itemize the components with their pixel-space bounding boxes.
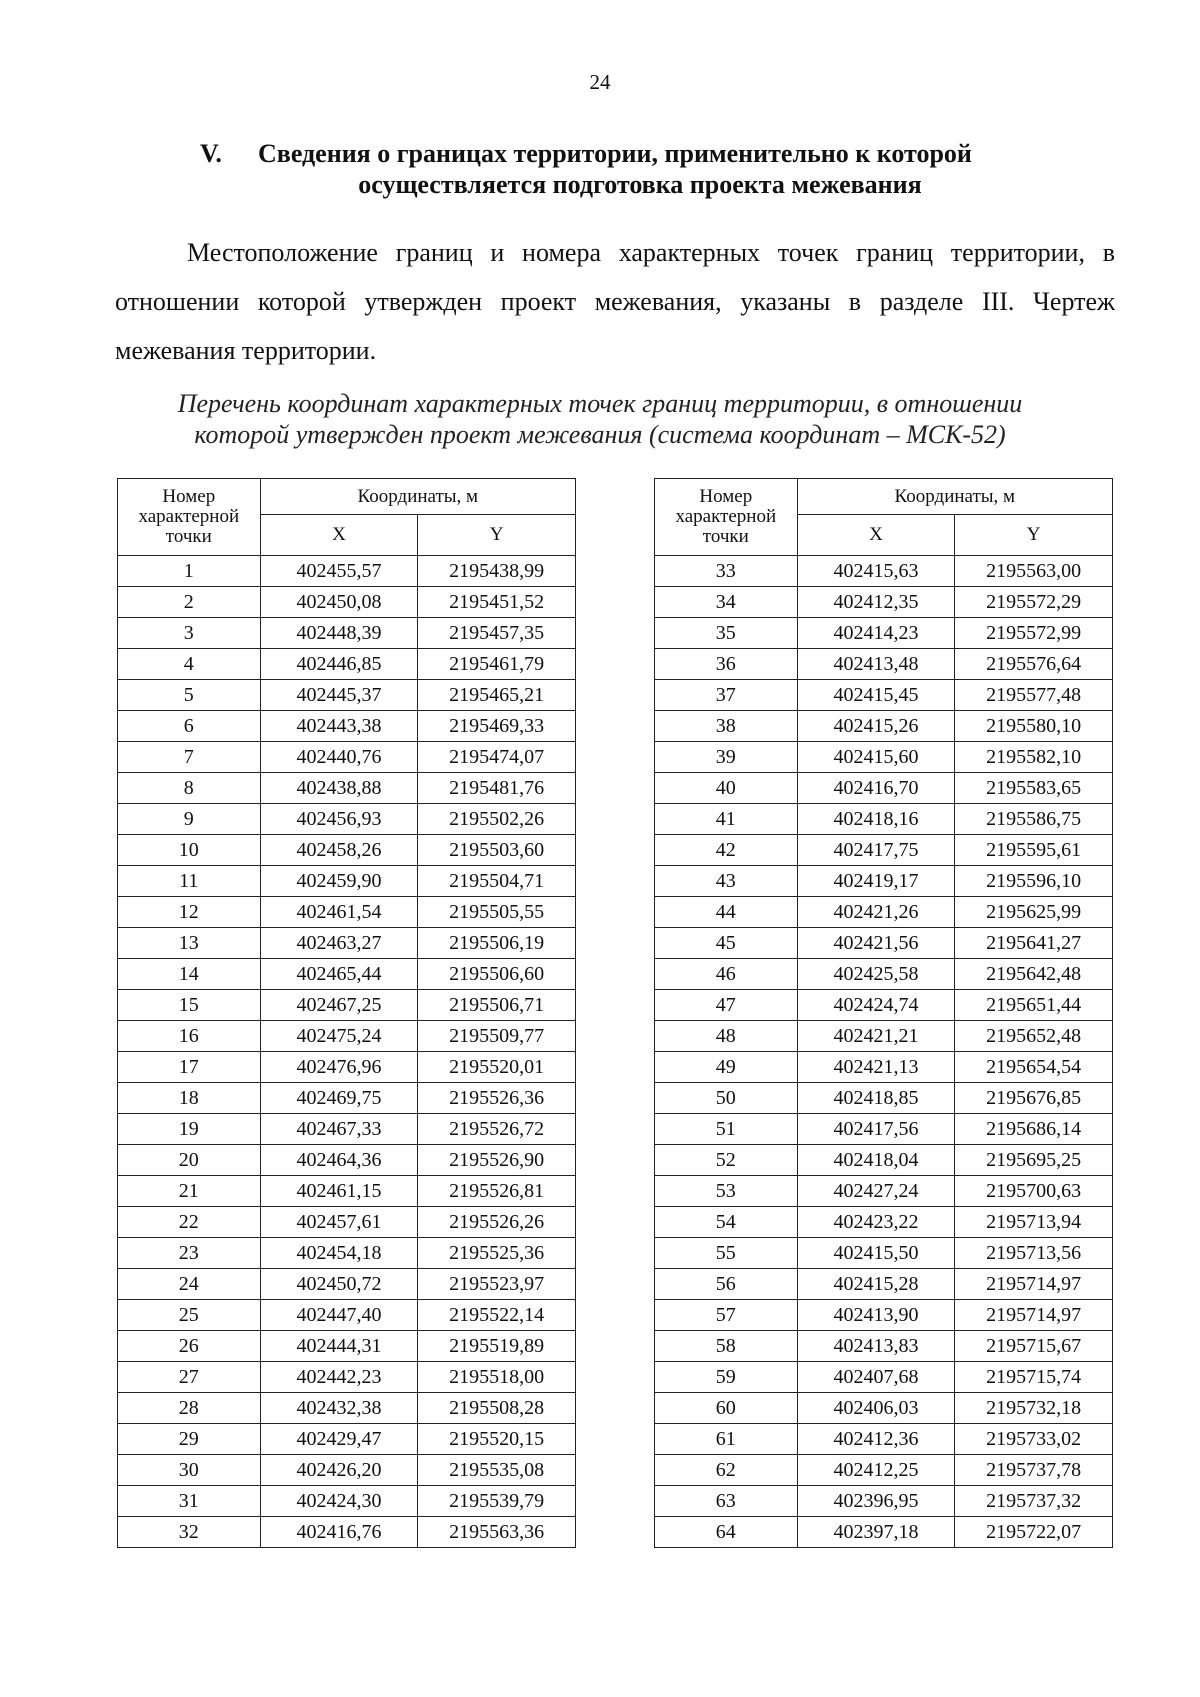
point-number-cell: 24 xyxy=(118,1269,261,1300)
header-x: X xyxy=(260,515,418,556)
point-number-cell: 30 xyxy=(118,1455,261,1486)
y-coordinate-cell: 2195714,97 xyxy=(955,1269,1113,1300)
table-row xyxy=(655,1052,1113,1083)
y-coordinate-cell: 2195461,79 xyxy=(418,649,576,680)
point-number-cell: 13 xyxy=(118,928,261,959)
point-number-cell: 15 xyxy=(118,990,261,1021)
table-row xyxy=(118,1393,576,1424)
table-row xyxy=(655,1145,1113,1176)
point-number-cell: 44 xyxy=(655,897,798,928)
y-coordinate-cell: 2195595,61 xyxy=(955,835,1113,866)
point-number-cell: 61 xyxy=(655,1424,798,1455)
y-coordinate-cell: 2195580,10 xyxy=(955,711,1113,742)
point-number-cell: 12 xyxy=(118,897,261,928)
x-coordinate-cell: 402448,39 xyxy=(260,618,418,649)
x-coordinate-cell: 402425,58 xyxy=(797,959,955,990)
table-row xyxy=(118,1517,576,1548)
x-coordinate-cell: 402413,83 xyxy=(797,1331,955,1362)
point-number-cell: 60 xyxy=(655,1393,798,1424)
table-row xyxy=(655,680,1113,711)
point-number-cell: 11 xyxy=(118,866,261,897)
table-row xyxy=(655,897,1113,928)
header-point-number: Номер характерной точки xyxy=(118,479,261,556)
table-row xyxy=(118,835,576,866)
y-coordinate-cell: 2195715,74 xyxy=(955,1362,1113,1393)
table-row xyxy=(118,1300,576,1331)
point-number-cell: 16 xyxy=(118,1021,261,1052)
point-number-cell: 51 xyxy=(655,1114,798,1145)
y-coordinate-cell: 2195474,07 xyxy=(418,742,576,773)
table-row xyxy=(655,1331,1113,1362)
y-coordinate-cell: 2195520,15 xyxy=(418,1424,576,1455)
table-row xyxy=(118,804,576,835)
table-row xyxy=(655,1486,1113,1517)
point-number-cell: 22 xyxy=(118,1207,261,1238)
y-coordinate-cell: 2195652,48 xyxy=(955,1021,1113,1052)
x-coordinate-cell: 402427,24 xyxy=(797,1176,955,1207)
point-number-cell: 56 xyxy=(655,1269,798,1300)
x-coordinate-cell: 402450,72 xyxy=(260,1269,418,1300)
x-coordinate-cell: 402463,27 xyxy=(260,928,418,959)
point-number-cell: 35 xyxy=(655,618,798,649)
table-row xyxy=(118,773,576,804)
x-coordinate-cell: 402414,23 xyxy=(797,618,955,649)
y-coordinate-cell: 2195737,78 xyxy=(955,1455,1113,1486)
point-number-cell: 50 xyxy=(655,1083,798,1114)
x-coordinate-cell: 402418,16 xyxy=(797,804,955,835)
y-coordinate-cell: 2195526,90 xyxy=(418,1145,576,1176)
table-row xyxy=(655,1517,1113,1548)
point-number-cell: 45 xyxy=(655,928,798,959)
table-row xyxy=(118,1114,576,1145)
y-coordinate-cell: 2195503,60 xyxy=(418,835,576,866)
y-coordinate-cell: 2195686,14 xyxy=(955,1114,1113,1145)
y-coordinate-cell: 2195457,35 xyxy=(418,618,576,649)
x-coordinate-cell: 402416,76 xyxy=(260,1517,418,1548)
y-coordinate-cell: 2195518,00 xyxy=(418,1362,576,1393)
table-row xyxy=(118,556,576,587)
header-y: Y xyxy=(955,515,1113,556)
y-coordinate-cell: 2195520,01 xyxy=(418,1052,576,1083)
x-coordinate-cell: 402413,90 xyxy=(797,1300,955,1331)
point-number-cell: 28 xyxy=(118,1393,261,1424)
x-coordinate-cell: 402415,26 xyxy=(797,711,955,742)
point-number-cell: 9 xyxy=(118,804,261,835)
x-coordinate-cell: 402421,26 xyxy=(797,897,955,928)
x-coordinate-cell: 402450,08 xyxy=(260,587,418,618)
x-coordinate-cell: 402458,26 xyxy=(260,835,418,866)
table-row xyxy=(118,711,576,742)
point-number-cell: 38 xyxy=(655,711,798,742)
point-number-cell: 41 xyxy=(655,804,798,835)
x-coordinate-cell: 402407,68 xyxy=(797,1362,955,1393)
y-coordinate-cell: 2195722,07 xyxy=(955,1517,1113,1548)
point-number-cell: 43 xyxy=(655,866,798,897)
y-coordinate-cell: 2195641,27 xyxy=(955,928,1113,959)
y-coordinate-cell: 2195572,29 xyxy=(955,587,1113,618)
point-number-cell: 31 xyxy=(118,1486,261,1517)
point-number-cell: 17 xyxy=(118,1052,261,1083)
x-coordinate-cell: 402421,56 xyxy=(797,928,955,959)
table-row xyxy=(655,990,1113,1021)
y-coordinate-cell: 2195535,08 xyxy=(418,1455,576,1486)
coordinates-table-right xyxy=(654,478,1113,1548)
y-coordinate-cell: 2195526,36 xyxy=(418,1083,576,1114)
table-row xyxy=(655,618,1113,649)
table-row xyxy=(118,742,576,773)
y-coordinate-cell: 2195586,75 xyxy=(955,804,1113,835)
y-coordinate-cell: 2195737,32 xyxy=(955,1486,1113,1517)
table-row xyxy=(655,928,1113,959)
x-coordinate-cell: 402415,50 xyxy=(797,1238,955,1269)
point-number-cell: 32 xyxy=(118,1517,261,1548)
table-row xyxy=(655,1114,1113,1145)
point-number-cell: 49 xyxy=(655,1052,798,1083)
x-coordinate-cell: 402416,70 xyxy=(797,773,955,804)
point-number-cell: 63 xyxy=(655,1486,798,1517)
point-number-cell: 52 xyxy=(655,1145,798,1176)
x-coordinate-cell: 402469,75 xyxy=(260,1083,418,1114)
table-row xyxy=(655,1300,1113,1331)
header-coordinates: Координаты, м xyxy=(260,479,575,515)
x-coordinate-cell: 402454,18 xyxy=(260,1238,418,1269)
y-coordinate-cell: 2195563,00 xyxy=(955,556,1113,587)
page-number: 24 xyxy=(589,70,611,94)
y-coordinate-cell: 2195714,97 xyxy=(955,1300,1113,1331)
y-coordinate-cell: 2195563,36 xyxy=(418,1517,576,1548)
y-coordinate-cell: 2195526,26 xyxy=(418,1207,576,1238)
x-coordinate-cell: 402467,33 xyxy=(260,1114,418,1145)
table-row xyxy=(118,959,576,990)
x-coordinate-cell: 402446,85 xyxy=(260,649,418,680)
point-number-cell: 21 xyxy=(118,1176,261,1207)
y-coordinate-cell: 2195654,54 xyxy=(955,1052,1113,1083)
y-coordinate-cell: 2195651,44 xyxy=(955,990,1113,1021)
point-number-cell: 20 xyxy=(118,1145,261,1176)
point-number-cell: 34 xyxy=(655,587,798,618)
header-x: X xyxy=(797,515,955,556)
table-row xyxy=(655,1207,1113,1238)
x-coordinate-cell: 402464,36 xyxy=(260,1145,418,1176)
table-row xyxy=(655,835,1113,866)
caption-line2: которой утвержден проект межевания (система координат – МСК-52) xyxy=(194,420,1006,449)
table-row xyxy=(118,1021,576,1052)
table-row xyxy=(655,866,1113,897)
point-number-cell: 64 xyxy=(655,1517,798,1548)
section-number: V. xyxy=(200,139,222,168)
y-coordinate-cell: 2195505,55 xyxy=(418,897,576,928)
table-row xyxy=(118,1331,576,1362)
x-coordinate-cell: 402417,75 xyxy=(797,835,955,866)
x-coordinate-cell: 402412,36 xyxy=(797,1424,955,1455)
y-coordinate-cell: 2195465,21 xyxy=(418,680,576,711)
intro-paragraph: Местоположение границ и номера характерных точек границ территории, в отношении которой утвержден проект межевания, указаны в разделе III. Чертеж межевания территории. xyxy=(115,238,1115,365)
table-row xyxy=(655,711,1113,742)
y-coordinate-cell: 2195506,71 xyxy=(418,990,576,1021)
y-coordinate-cell: 2195695,25 xyxy=(955,1145,1113,1176)
y-coordinate-cell: 2195625,99 xyxy=(955,897,1113,928)
table-row xyxy=(118,1455,576,1486)
table-row xyxy=(118,1176,576,1207)
point-number-cell: 10 xyxy=(118,835,261,866)
table-row xyxy=(655,1393,1113,1424)
x-coordinate-cell: 402457,61 xyxy=(260,1207,418,1238)
header-y: Y xyxy=(418,515,576,556)
x-coordinate-cell: 402415,63 xyxy=(797,556,955,587)
x-coordinate-cell: 402421,13 xyxy=(797,1052,955,1083)
x-coordinate-cell: 402412,35 xyxy=(797,587,955,618)
point-number-cell: 36 xyxy=(655,649,798,680)
point-number-cell: 2 xyxy=(118,587,261,618)
y-coordinate-cell: 2195576,64 xyxy=(955,649,1113,680)
table-row xyxy=(118,1238,576,1269)
table-row xyxy=(118,1269,576,1300)
point-number-cell: 18 xyxy=(118,1083,261,1114)
y-coordinate-cell: 2195713,94 xyxy=(955,1207,1113,1238)
table-row xyxy=(118,1424,576,1455)
y-coordinate-cell: 2195596,10 xyxy=(955,866,1113,897)
x-coordinate-cell: 402475,24 xyxy=(260,1021,418,1052)
x-coordinate-cell: 402415,60 xyxy=(797,742,955,773)
point-number-cell: 53 xyxy=(655,1176,798,1207)
x-coordinate-cell: 402412,25 xyxy=(797,1455,955,1486)
point-number-cell: 1 xyxy=(118,556,261,587)
table-row xyxy=(655,1269,1113,1300)
y-coordinate-cell: 2195526,81 xyxy=(418,1176,576,1207)
table-row xyxy=(655,804,1113,835)
x-coordinate-cell: 402445,37 xyxy=(260,680,418,711)
y-coordinate-cell: 2195519,89 xyxy=(418,1331,576,1362)
point-number-cell: 40 xyxy=(655,773,798,804)
point-number-cell: 57 xyxy=(655,1300,798,1331)
point-number-cell: 23 xyxy=(118,1238,261,1269)
table-row xyxy=(655,1176,1113,1207)
y-coordinate-cell: 2195438,99 xyxy=(418,556,576,587)
point-number-cell: 25 xyxy=(118,1300,261,1331)
x-coordinate-cell: 402442,23 xyxy=(260,1362,418,1393)
point-number-cell: 8 xyxy=(118,773,261,804)
section-title-line1: Сведения о границах территории, применительно к которой xyxy=(258,139,972,168)
y-coordinate-cell: 2195713,56 xyxy=(955,1238,1113,1269)
y-coordinate-cell: 2195676,85 xyxy=(955,1083,1113,1114)
section-title-line2: осуществляется подготовка проекта межевания xyxy=(358,170,922,199)
table-row xyxy=(118,1486,576,1517)
table-row xyxy=(118,990,576,1021)
y-coordinate-cell: 2195572,99 xyxy=(955,618,1113,649)
table-row xyxy=(655,1083,1113,1114)
x-coordinate-cell: 402440,76 xyxy=(260,742,418,773)
table-row xyxy=(655,1455,1113,1486)
table-row xyxy=(118,649,576,680)
point-number-cell: 6 xyxy=(118,711,261,742)
x-coordinate-cell: 402419,17 xyxy=(797,866,955,897)
x-coordinate-cell: 402413,48 xyxy=(797,649,955,680)
x-coordinate-cell: 402418,85 xyxy=(797,1083,955,1114)
table-row xyxy=(118,928,576,959)
y-coordinate-cell: 2195583,65 xyxy=(955,773,1113,804)
y-coordinate-cell: 2195733,02 xyxy=(955,1424,1113,1455)
x-coordinate-cell: 402432,38 xyxy=(260,1393,418,1424)
y-coordinate-cell: 2195700,63 xyxy=(955,1176,1113,1207)
x-coordinate-cell: 402426,20 xyxy=(260,1455,418,1486)
x-coordinate-cell: 402461,54 xyxy=(260,897,418,928)
x-coordinate-cell: 402415,45 xyxy=(797,680,955,711)
x-coordinate-cell: 402459,90 xyxy=(260,866,418,897)
table-row xyxy=(655,1424,1113,1455)
point-number-cell: 19 xyxy=(118,1114,261,1145)
point-number-cell: 33 xyxy=(655,556,798,587)
x-coordinate-cell: 402447,40 xyxy=(260,1300,418,1331)
table-row xyxy=(655,1021,1113,1052)
x-coordinate-cell: 402424,74 xyxy=(797,990,955,1021)
table-row xyxy=(655,1238,1113,1269)
x-coordinate-cell: 402418,04 xyxy=(797,1145,955,1176)
y-coordinate-cell: 2195523,97 xyxy=(418,1269,576,1300)
table-row xyxy=(655,587,1113,618)
y-coordinate-cell: 2195522,14 xyxy=(418,1300,576,1331)
point-number-cell: 4 xyxy=(118,649,261,680)
x-coordinate-cell: 402461,15 xyxy=(260,1176,418,1207)
x-coordinate-cell: 402429,47 xyxy=(260,1424,418,1455)
table-row xyxy=(655,649,1113,680)
table-row xyxy=(118,1145,576,1176)
table-row xyxy=(118,618,576,649)
y-coordinate-cell: 2195481,76 xyxy=(418,773,576,804)
table-row xyxy=(118,1207,576,1238)
y-coordinate-cell: 2195509,77 xyxy=(418,1021,576,1052)
point-number-cell: 58 xyxy=(655,1331,798,1362)
y-coordinate-cell: 2195506,19 xyxy=(418,928,576,959)
y-coordinate-cell: 2195508,28 xyxy=(418,1393,576,1424)
y-coordinate-cell: 2195504,71 xyxy=(418,866,576,897)
x-coordinate-cell: 402406,03 xyxy=(797,1393,955,1424)
point-number-cell: 29 xyxy=(118,1424,261,1455)
y-coordinate-cell: 2195732,18 xyxy=(955,1393,1113,1424)
x-coordinate-cell: 402443,38 xyxy=(260,711,418,742)
caption-line1: Перечень координат характерных точек границ территории, в отношении xyxy=(177,389,1023,418)
x-coordinate-cell: 402456,93 xyxy=(260,804,418,835)
point-number-cell: 5 xyxy=(118,680,261,711)
point-number-cell: 27 xyxy=(118,1362,261,1393)
x-coordinate-cell: 402396,95 xyxy=(797,1486,955,1517)
x-coordinate-cell: 402417,56 xyxy=(797,1114,955,1145)
y-coordinate-cell: 2195451,52 xyxy=(418,587,576,618)
x-coordinate-cell: 402421,21 xyxy=(797,1021,955,1052)
header-point-number: Номер характерной точки xyxy=(655,479,798,556)
table-row xyxy=(655,556,1113,587)
y-coordinate-cell: 2195526,72 xyxy=(418,1114,576,1145)
point-number-cell: 47 xyxy=(655,990,798,1021)
point-number-cell: 42 xyxy=(655,835,798,866)
table-row xyxy=(118,866,576,897)
y-coordinate-cell: 2195525,36 xyxy=(418,1238,576,1269)
y-coordinate-cell: 2195469,33 xyxy=(418,711,576,742)
table-row xyxy=(118,1052,576,1083)
x-coordinate-cell: 402476,96 xyxy=(260,1052,418,1083)
point-number-cell: 7 xyxy=(118,742,261,773)
x-coordinate-cell: 402424,30 xyxy=(260,1486,418,1517)
x-coordinate-cell: 402397,18 xyxy=(797,1517,955,1548)
y-coordinate-cell: 2195577,48 xyxy=(955,680,1113,711)
y-coordinate-cell: 2195539,79 xyxy=(418,1486,576,1517)
y-coordinate-cell: 2195715,67 xyxy=(955,1331,1113,1362)
point-number-cell: 55 xyxy=(655,1238,798,1269)
x-coordinate-cell: 402423,22 xyxy=(797,1207,955,1238)
x-coordinate-cell: 402465,44 xyxy=(260,959,418,990)
x-coordinate-cell: 402455,57 xyxy=(260,556,418,587)
header-coordinates: Координаты, м xyxy=(797,479,1112,515)
point-number-cell: 48 xyxy=(655,1021,798,1052)
point-number-cell: 54 xyxy=(655,1207,798,1238)
point-number-cell: 59 xyxy=(655,1362,798,1393)
table-caption xyxy=(100,388,1100,450)
y-coordinate-cell: 2195506,60 xyxy=(418,959,576,990)
coordinates-table-left xyxy=(117,478,576,1548)
point-number-cell: 14 xyxy=(118,959,261,990)
point-number-cell: 26 xyxy=(118,1331,261,1362)
y-coordinate-cell: 2195502,26 xyxy=(418,804,576,835)
table-row xyxy=(118,1362,576,1393)
x-coordinate-cell: 402415,28 xyxy=(797,1269,955,1300)
table-row xyxy=(118,897,576,928)
x-coordinate-cell: 402444,31 xyxy=(260,1331,418,1362)
point-number-cell: 37 xyxy=(655,680,798,711)
y-coordinate-cell: 2195642,48 xyxy=(955,959,1113,990)
x-coordinate-cell: 402467,25 xyxy=(260,990,418,1021)
table-row xyxy=(118,1083,576,1114)
table-row xyxy=(655,959,1113,990)
point-number-cell: 3 xyxy=(118,618,261,649)
table-row xyxy=(118,587,576,618)
table-row xyxy=(655,773,1113,804)
table-row xyxy=(655,1362,1113,1393)
point-number-cell: 46 xyxy=(655,959,798,990)
y-coordinate-cell: 2195582,10 xyxy=(955,742,1113,773)
point-number-cell: 39 xyxy=(655,742,798,773)
table-row xyxy=(118,680,576,711)
x-coordinate-cell: 402438,88 xyxy=(260,773,418,804)
table-row xyxy=(655,742,1113,773)
point-number-cell: 62 xyxy=(655,1455,798,1486)
